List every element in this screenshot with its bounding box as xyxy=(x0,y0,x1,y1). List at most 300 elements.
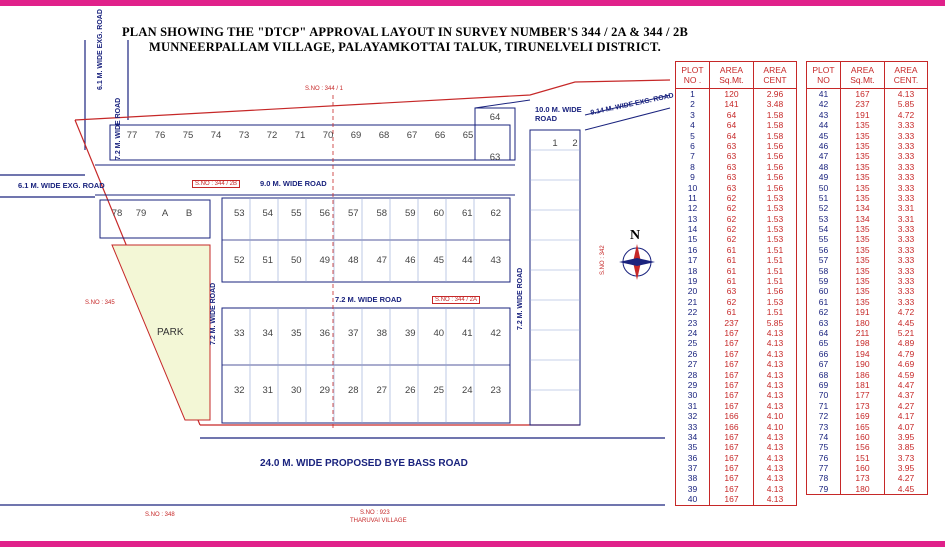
table-row xyxy=(676,390,796,400)
plot-no-cell: 55 xyxy=(807,234,841,244)
plot-number: 46 xyxy=(404,255,416,266)
plot-number: 79 xyxy=(135,208,147,219)
plot-number: 65 xyxy=(462,130,474,141)
plot-no-cell: 26 xyxy=(676,349,710,359)
road-label-90: 9.0 M. WIDE ROAD xyxy=(260,179,327,188)
area-sqm-cell: 141 xyxy=(710,99,754,109)
plot-no-cell: 17 xyxy=(676,255,710,265)
survey-923: S.NO : 923 xyxy=(360,510,390,516)
plot-number: 50 xyxy=(290,255,302,266)
area-cent-cell: 4.45 xyxy=(897,317,915,328)
survey-3442a: S.NO : 344 / 2A xyxy=(432,296,480,304)
plot-no-cell: 37 xyxy=(676,463,710,473)
plot-no-cell: 51 xyxy=(807,193,841,203)
plot-number: 45 xyxy=(433,255,445,266)
area-sqm-cell: 64 xyxy=(710,110,754,120)
area-cent-cell: 1.56 xyxy=(766,161,784,172)
area-cent-cell: 4.13 xyxy=(766,359,784,370)
plot-number: 72 xyxy=(266,130,278,141)
plot-number: 23 xyxy=(490,385,502,396)
plot-no-cell: 76 xyxy=(807,453,841,463)
plot-no-cell: 23 xyxy=(676,318,710,328)
area-sqm-cell: 166 xyxy=(710,422,754,432)
village-label: THARUVAI VILLAGE xyxy=(350,518,407,524)
table-row xyxy=(807,141,927,151)
area-cent-cell: 3.33 xyxy=(897,151,915,162)
area-sqm-cell: 151 xyxy=(841,453,885,463)
table-row xyxy=(807,307,927,317)
plot-no-cell: 63 xyxy=(807,318,841,328)
area-cent-cell: 3.33 xyxy=(897,130,915,141)
area-cent-cell: 4.10 xyxy=(766,411,784,422)
plot-number: 30 xyxy=(290,385,302,396)
plot-number: 66 xyxy=(434,130,446,141)
area-cent-cell: 4.13 xyxy=(766,400,784,411)
header-area-cent: AREA CENT xyxy=(763,65,787,85)
area-cent-cell: 4.13 xyxy=(766,452,784,463)
area-sqm-cell: 167 xyxy=(710,494,754,504)
table-row xyxy=(676,89,796,99)
table-row xyxy=(807,131,927,141)
plot-number: 63 xyxy=(489,152,501,163)
plot-number: 27 xyxy=(376,385,388,396)
area-sqm-cell: 135 xyxy=(841,151,885,161)
table-row xyxy=(676,255,796,265)
table-row xyxy=(807,162,927,172)
plot-no-cell: 41 xyxy=(807,89,841,99)
plot-number: 2 xyxy=(572,138,578,149)
plot-number: 77 xyxy=(126,130,138,141)
plot-no-cell: 6 xyxy=(676,141,710,151)
area-table-1 xyxy=(675,61,797,506)
plot-number: 74 xyxy=(210,130,222,141)
area-cent-cell: 4.13 xyxy=(766,338,784,349)
area-cent-cell: 3.31 xyxy=(897,213,915,224)
area-cent-cell: 4.72 xyxy=(897,109,915,120)
plot-number: 37 xyxy=(347,328,359,339)
plot-number: 61 xyxy=(461,208,473,219)
plot-no-cell: 24 xyxy=(676,328,710,338)
area-cent-cell: 4.47 xyxy=(897,379,915,390)
table-row xyxy=(807,234,927,244)
area-sqm-cell: 63 xyxy=(710,162,754,172)
area-cent-cell: 1.51 xyxy=(766,255,784,266)
plot-no-cell: 45 xyxy=(807,131,841,141)
plot-number: 33 xyxy=(233,328,245,339)
table-row xyxy=(676,297,796,307)
area-sqm-cell: 173 xyxy=(841,401,885,411)
road-label-914: 9.14 M. WIDE EXG. ROAD xyxy=(590,92,675,117)
plot-no-cell: 62 xyxy=(807,307,841,317)
table-row xyxy=(676,411,796,421)
table-row xyxy=(807,99,927,109)
area-sqm-cell: 165 xyxy=(841,422,885,432)
area-cent-cell: 1.56 xyxy=(766,286,784,297)
table-row xyxy=(676,307,796,317)
area-cent-cell: 4.89 xyxy=(897,338,915,349)
area-cent-cell: 3.33 xyxy=(897,244,915,255)
area-cent-cell: 3.33 xyxy=(897,276,915,287)
table-row xyxy=(676,370,796,380)
area-cent-cell: 2.96 xyxy=(766,89,784,99)
plot-no-cell: 61 xyxy=(807,297,841,307)
table-row xyxy=(807,442,927,452)
park-label: PARK xyxy=(157,327,184,338)
plot-number: 25 xyxy=(433,385,445,396)
plot-no-cell: 65 xyxy=(807,338,841,348)
area-sqm-cell: 61 xyxy=(710,255,754,265)
survey-345: S.NO : 345 xyxy=(85,300,115,306)
table-row xyxy=(676,110,796,120)
plot-no-cell: 59 xyxy=(807,276,841,286)
plot-no-cell: 39 xyxy=(676,484,710,494)
plot-number: 31 xyxy=(262,385,274,396)
table-row xyxy=(676,172,796,182)
plot-number: A xyxy=(161,208,169,219)
area-sqm-cell: 62 xyxy=(710,234,754,244)
table-row xyxy=(676,432,796,442)
area-sqm-cell: 61 xyxy=(710,307,754,317)
table-row xyxy=(676,463,796,473)
area-cent-cell: 3.33 xyxy=(897,224,915,235)
area-sqm-cell: 63 xyxy=(710,151,754,161)
plot-number: 47 xyxy=(376,255,388,266)
area-cent-cell: 1.53 xyxy=(766,234,784,245)
plot-no-cell: 18 xyxy=(676,266,710,276)
plot-number: 68 xyxy=(378,130,390,141)
table-row xyxy=(807,463,927,473)
table-row xyxy=(676,151,796,161)
area-sqm-cell: 62 xyxy=(710,297,754,307)
area-cent-cell: 4.13 xyxy=(766,431,784,442)
area-sqm-cell: 134 xyxy=(841,203,885,213)
area-sqm-cell: 186 xyxy=(841,370,885,380)
area-cent-cell: 1.58 xyxy=(766,130,784,141)
plot-number: 73 xyxy=(238,130,250,141)
table-row xyxy=(676,318,796,328)
plot-number: 38 xyxy=(376,328,388,339)
plot-no-cell: 13 xyxy=(676,214,710,224)
area-sqm-cell: 135 xyxy=(841,286,885,296)
plot-no-cell: 35 xyxy=(676,442,710,452)
table-row xyxy=(676,214,796,224)
table-row xyxy=(676,276,796,286)
area-sqm-cell: 177 xyxy=(841,390,885,400)
area-sqm-cell: 167 xyxy=(710,453,754,463)
area-cent-cell: 4.69 xyxy=(897,359,915,370)
road-label-61-top: 6.1 M. WIDE EXG. ROAD xyxy=(97,9,104,90)
area-sqm-cell: 134 xyxy=(841,214,885,224)
area-sqm-cell: 173 xyxy=(841,473,885,483)
area-cent-cell: 3.33 xyxy=(897,255,915,266)
plot-no-cell: 75 xyxy=(807,442,841,452)
area-sqm-cell: 135 xyxy=(841,255,885,265)
area-table-2 xyxy=(806,61,928,495)
area-sqm-cell: 167 xyxy=(710,484,754,494)
area-cent-cell: 1.53 xyxy=(766,213,784,224)
table-row xyxy=(676,193,796,203)
table-row xyxy=(676,473,796,483)
area-sqm-cell: 166 xyxy=(710,411,754,421)
area-sqm-cell: 191 xyxy=(841,110,885,120)
plot-number: 76 xyxy=(154,130,166,141)
plot-number: 40 xyxy=(433,328,445,339)
area-cent-cell: 4.13 xyxy=(897,89,915,99)
area-cent-cell: 3.95 xyxy=(897,463,915,474)
area-sqm-cell: 135 xyxy=(841,266,885,276)
area-sqm-cell: 167 xyxy=(710,442,754,452)
plot-no-cell: 21 xyxy=(676,297,710,307)
plot-no-cell: 71 xyxy=(807,401,841,411)
table-row xyxy=(807,89,927,99)
area-cent-cell: 3.33 xyxy=(897,161,915,172)
area-cent-cell: 1.51 xyxy=(766,244,784,255)
area-cent-cell: 3.33 xyxy=(897,172,915,183)
area-sqm-cell: 64 xyxy=(710,131,754,141)
north-label: N xyxy=(630,228,641,243)
table-row xyxy=(807,255,927,265)
area-sqm-cell: 135 xyxy=(841,172,885,182)
area-cent-cell: 1.56 xyxy=(766,172,784,183)
table-row xyxy=(807,151,927,161)
plot-no-cell: 72 xyxy=(807,411,841,421)
plot-no-cell: 56 xyxy=(807,245,841,255)
area-cent-cell: 4.13 xyxy=(766,327,784,338)
area-cent-cell: 3.33 xyxy=(897,265,915,276)
plot-no-cell: 73 xyxy=(807,422,841,432)
road-label-72-mid: 7.2 M. WIDE ROAD xyxy=(335,295,402,304)
table-row xyxy=(807,484,927,494)
table-row xyxy=(807,338,927,348)
plot-number: 28 xyxy=(347,385,359,396)
area-sqm-cell: 167 xyxy=(710,463,754,473)
table-row xyxy=(807,359,927,369)
area-sqm-cell: 61 xyxy=(710,276,754,286)
plot-number: 75 xyxy=(182,130,194,141)
plot-no-cell: 22 xyxy=(676,307,710,317)
plot-no-cell: 15 xyxy=(676,234,710,244)
table-row xyxy=(676,266,796,276)
plot-no-cell: 28 xyxy=(676,370,710,380)
plot-no-cell: 8 xyxy=(676,162,710,172)
area-sqm-cell: 62 xyxy=(710,193,754,203)
area-sqm-cell: 167 xyxy=(710,432,754,442)
table-row xyxy=(807,370,927,380)
table-row xyxy=(807,172,927,182)
area-sqm-cell: 167 xyxy=(710,359,754,369)
plot-no-cell: 46 xyxy=(807,141,841,151)
plot-no-cell: 57 xyxy=(807,255,841,265)
table-row xyxy=(807,401,927,411)
plot-no-cell: 9 xyxy=(676,172,710,182)
table-row xyxy=(807,110,927,120)
table-row xyxy=(807,297,927,307)
plot-number: 60 xyxy=(433,208,445,219)
survey-342: S.NO : 342 xyxy=(600,245,606,275)
area-sqm-cell: 62 xyxy=(710,214,754,224)
area-sqm-cell: 160 xyxy=(841,463,885,473)
table-row xyxy=(807,120,927,130)
table-row xyxy=(807,422,927,432)
plot-no-cell: 78 xyxy=(807,473,841,483)
area-sqm-cell: 237 xyxy=(710,318,754,328)
plot-number: 70 xyxy=(322,130,334,141)
plot-no-cell: 30 xyxy=(676,390,710,400)
area-sqm-cell: 167 xyxy=(710,349,754,359)
area-sqm-cell: 61 xyxy=(710,266,754,276)
table-row xyxy=(676,183,796,193)
area-cent-cell: 4.13 xyxy=(766,348,784,359)
table-row xyxy=(676,328,796,338)
area-sqm-cell: 198 xyxy=(841,338,885,348)
area-sqm-cell: 135 xyxy=(841,276,885,286)
area-sqm-cell: 167 xyxy=(710,390,754,400)
table-row xyxy=(676,494,796,504)
area-cent-cell: 1.53 xyxy=(766,203,784,214)
plot-no-cell: 67 xyxy=(807,359,841,369)
area-sqm-cell: 167 xyxy=(841,89,885,99)
area-cent-cell: 1.56 xyxy=(766,182,784,193)
plot-no-cell: 79 xyxy=(807,484,841,494)
table-row xyxy=(807,203,927,213)
area-sqm-cell: 180 xyxy=(841,484,885,494)
plot-no-cell: 70 xyxy=(807,390,841,400)
area-sqm-cell: 167 xyxy=(710,370,754,380)
area-sqm-cell: 167 xyxy=(710,401,754,411)
plot-no-cell: 50 xyxy=(807,183,841,193)
area-sqm-cell: 135 xyxy=(841,297,885,307)
plot-no-cell: 12 xyxy=(676,203,710,213)
header-plot: PLOT NO xyxy=(807,62,841,88)
plot-number: 78 xyxy=(111,208,123,219)
table-row xyxy=(676,484,796,494)
area-cent-cell: 4.10 xyxy=(766,421,784,432)
table-row xyxy=(676,338,796,348)
header-plot: PLOT NO . xyxy=(676,62,710,88)
plot-no-cell: 5 xyxy=(676,131,710,141)
area-cent-cell: 4.13 xyxy=(766,483,784,494)
plot-number: 55 xyxy=(290,208,302,219)
table-row xyxy=(807,473,927,483)
table-row xyxy=(807,193,927,203)
area-cent-cell: 4.27 xyxy=(897,473,915,484)
table-row xyxy=(807,380,927,390)
table-row xyxy=(676,224,796,234)
road-label-72-left: 7.2 M. WIDE ROAD xyxy=(115,97,122,160)
table-row xyxy=(676,162,796,172)
area-sqm-cell: 167 xyxy=(710,473,754,483)
area-sqm-cell: 156 xyxy=(841,442,885,452)
road-label-100: 10.0 M. WIDE ROAD xyxy=(535,105,582,123)
area-cent-cell: 4.45 xyxy=(897,483,915,494)
area-cent-cell: 3.33 xyxy=(897,296,915,307)
table-row xyxy=(807,214,927,224)
plot-no-cell: 31 xyxy=(676,401,710,411)
plot-no-cell: 36 xyxy=(676,453,710,463)
plot-no-cell: 14 xyxy=(676,224,710,234)
area-cent-cell: 1.58 xyxy=(766,109,784,120)
area-cent-cell: 1.51 xyxy=(766,307,784,318)
plot-number: 34 xyxy=(262,328,274,339)
plot-number: B xyxy=(185,208,193,219)
plot-number: 71 xyxy=(294,130,306,141)
plot-no-cell: 4 xyxy=(676,120,710,130)
plot-no-cell: 48 xyxy=(807,162,841,172)
area-cent-cell: 4.13 xyxy=(766,442,784,453)
plot-no-cell: 74 xyxy=(807,432,841,442)
plot-number: 42 xyxy=(490,328,502,339)
area-cent-cell: 1.53 xyxy=(766,224,784,235)
table-row xyxy=(807,318,927,328)
area-cent-cell: 5.21 xyxy=(897,327,915,338)
plot-no-cell: 10 xyxy=(676,183,710,193)
survey-3441: S.NO : 344 / 1 xyxy=(305,86,344,92)
road-label-61-exg: 6.1 M. WIDE EXG. ROAD xyxy=(18,181,105,190)
plot-number: 39 xyxy=(404,328,416,339)
area-sqm-cell: 62 xyxy=(710,203,754,213)
plot-no-cell: 2 xyxy=(676,99,710,109)
area-cent-cell: 5.85 xyxy=(766,317,784,328)
area-cent-cell: 1.58 xyxy=(766,120,784,131)
area-sqm-cell: 194 xyxy=(841,349,885,359)
area-sqm-cell: 190 xyxy=(841,359,885,369)
area-cent-cell: 4.79 xyxy=(897,348,915,359)
table-2-body xyxy=(807,89,927,494)
plot-no-cell: 32 xyxy=(676,411,710,421)
area-cent-cell: 4.07 xyxy=(897,421,915,432)
table-row xyxy=(676,141,796,151)
plot-number: 56 xyxy=(319,208,331,219)
area-sqm-cell: 63 xyxy=(710,141,754,151)
road-label-240: 24.0 M. WIDE PROPOSED BYE BASS ROAD xyxy=(260,458,468,469)
plot-no-cell: 34 xyxy=(676,432,710,442)
plot-number: 57 xyxy=(347,208,359,219)
area-sqm-cell: 160 xyxy=(841,432,885,442)
plot-no-cell: 44 xyxy=(807,120,841,130)
area-cent-cell: 4.13 xyxy=(766,379,784,390)
plot-no-cell: 25 xyxy=(676,338,710,348)
area-sqm-cell: 135 xyxy=(841,234,885,244)
table-row xyxy=(676,286,796,296)
table-row xyxy=(676,131,796,141)
plot-number: 53 xyxy=(233,208,245,219)
area-cent-cell: 3.33 xyxy=(897,182,915,193)
area-cent-cell: 3.33 xyxy=(897,140,915,151)
table-row xyxy=(807,453,927,463)
table-row xyxy=(807,411,927,421)
area-cent-cell: 3.31 xyxy=(897,203,915,214)
area-cent-cell: 4.37 xyxy=(897,390,915,401)
area-cent-cell: 3.33 xyxy=(897,234,915,245)
table-row xyxy=(807,432,927,442)
area-cent-cell: 3.95 xyxy=(897,431,915,442)
area-sqm-cell: 211 xyxy=(841,328,885,338)
plot-number: 24 xyxy=(461,385,473,396)
area-sqm-cell: 135 xyxy=(841,141,885,151)
area-sqm-cell: 135 xyxy=(841,224,885,234)
plot-number: 54 xyxy=(262,208,274,219)
table-row xyxy=(676,442,796,452)
table-row xyxy=(807,286,927,296)
area-sqm-cell: 135 xyxy=(841,131,885,141)
plot-no-cell: 60 xyxy=(807,286,841,296)
area-cent-cell: 3.85 xyxy=(897,442,915,453)
plot-no-cell: 54 xyxy=(807,224,841,234)
table-row xyxy=(676,349,796,359)
area-cent-cell: 5.85 xyxy=(897,99,915,110)
plot-no-cell: 20 xyxy=(676,286,710,296)
plot-number: 26 xyxy=(404,385,416,396)
